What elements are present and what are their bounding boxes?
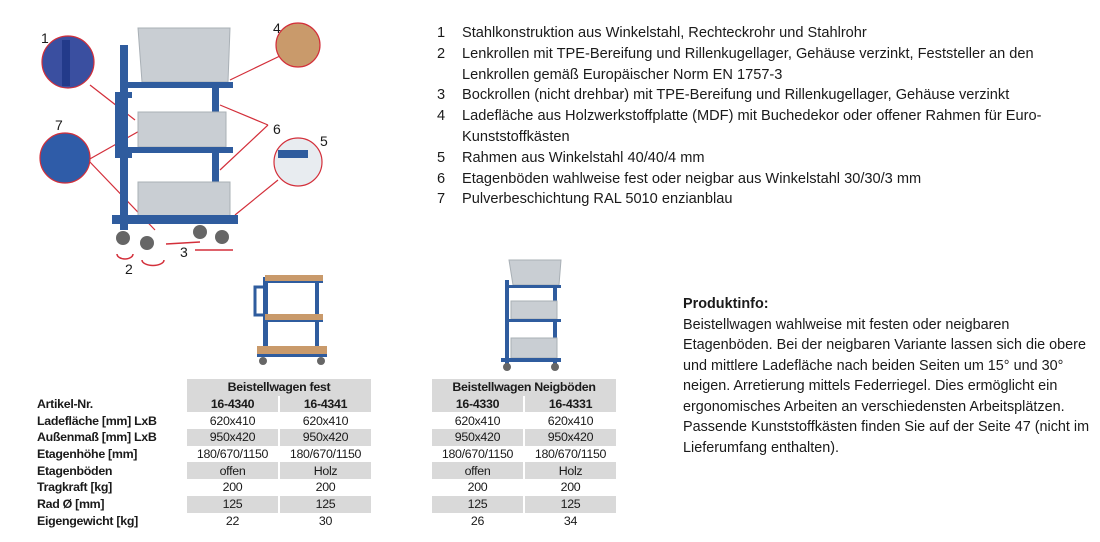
produktinfo-title: Produktinfo: — [683, 296, 769, 312]
table-cell: 30 — [318, 513, 333, 528]
feature-number: 2 — [437, 45, 446, 62]
feature-item — [437, 169, 1077, 190]
table-row — [37, 479, 371, 496]
table-row — [432, 479, 616, 496]
feature-number: 6 — [437, 170, 446, 187]
callout-5: 5 — [320, 133, 328, 149]
table-cell: 125 — [280, 496, 371, 513]
feature-text: Rahmen aus Winkelstahl 40/40/4 mm — [462, 149, 705, 166]
table-cell: Holz — [525, 462, 616, 479]
feature-text: Etagenböden wahlweise fest oder neigbar aus Winkelstahl 30/30/3 mm — [462, 170, 922, 187]
table-cell: 125 — [525, 496, 616, 513]
table-cell: 26 — [470, 513, 485, 528]
table-cell: 180/670/1150 — [196, 447, 269, 462]
cart-illustration — [20, 0, 340, 280]
row-label: Etagenhöhe [mm] — [37, 447, 138, 462]
table-cell: 180/670/1150 — [289, 447, 362, 462]
row-label: Tragkraft [kg] — [37, 480, 112, 495]
callout-2: 2 — [125, 261, 133, 277]
table-cell: 180/670/1150 — [534, 447, 607, 462]
table-cell: 950x420 — [280, 429, 371, 446]
table-cell: Holz — [280, 462, 371, 479]
produktinfo — [683, 294, 1098, 458]
feature-item — [437, 148, 1077, 169]
table-cell: offen — [187, 462, 278, 479]
feature-item — [437, 85, 1077, 106]
table-group-title: Beistellwagen fest — [187, 379, 371, 396]
table-row — [432, 513, 616, 530]
table-cell: 16-4331 — [525, 396, 616, 413]
feature-item — [437, 189, 1077, 210]
table-row — [37, 513, 371, 530]
table-cell: 200 — [560, 480, 581, 495]
feature-list — [437, 23, 1077, 210]
table-cell: 950x420 — [525, 429, 616, 446]
table-cell: 200 — [222, 480, 243, 495]
table-cell: 950x420 — [432, 429, 523, 446]
feature-text: Ladefläche aus Holzwerkstoffplatte (MDF) mit Buchedekor oder offener Rahmen für Euro-Kunststoffkästen — [462, 108, 1042, 145]
row-label: Außenmaß [mm] LxB — [37, 430, 157, 445]
table-cell: offen — [432, 462, 523, 479]
table-cell: 22 — [225, 513, 240, 528]
table-row — [432, 446, 616, 463]
callout-3: 3 — [180, 244, 188, 260]
feature-item — [437, 23, 1077, 44]
table-row — [37, 396, 371, 413]
feature-number: 5 — [437, 149, 446, 166]
feature-item — [437, 106, 1077, 148]
product-image-fest — [245, 272, 335, 367]
table-cell: 200 — [315, 480, 336, 495]
table-row — [432, 496, 616, 513]
table-row — [432, 412, 616, 429]
table-row — [37, 412, 371, 429]
spec-table-neigboeden — [430, 379, 618, 529]
feature-number: 7 — [437, 191, 446, 208]
spec-table-fest — [35, 379, 373, 529]
callout-1: 1 — [41, 30, 49, 46]
table-cell: 620x410 — [209, 413, 256, 428]
table-cell: 180/670/1150 — [441, 447, 514, 462]
feature-number: 1 — [437, 25, 446, 41]
table-row — [37, 429, 371, 446]
callout-7: 7 — [55, 117, 63, 133]
produktinfo-text: Beistellwagen wahlweise mit festen oder neigbaren Etagenböden. Bei der neigbaren Variante lassen sich die obere und mittlere Ladefläche nach beiden Seiten um 15° und 30° neigen. Arretierung mittels Federriegel. Dies ermöglicht ein ergonomisches Arbeiten an verschiedensten Arbeitsplätzen. Passende Kunststoffkästen finden Sie auf der Seite 47 (nicht im Lieferumfang enthalten). — [683, 316, 1090, 456]
table-cell: 620x410 — [454, 413, 501, 428]
table-group-title: Beistellwagen Neigböden — [432, 379, 616, 396]
table-row — [37, 496, 371, 513]
row-label: Rad Ø [mm] — [37, 497, 105, 512]
table-cell: 620x410 — [547, 413, 594, 428]
feature-item — [437, 44, 1077, 86]
feature-number: 3 — [437, 87, 446, 104]
table-cell: 950x420 — [187, 429, 278, 446]
product-image-neigboeden — [495, 255, 567, 373]
feature-text: Stahlkonstruktion aus Winkelstahl, Rechteckrohr und Stahlrohr — [462, 25, 867, 41]
feature-text: Lenkrollen mit TPE-Bereifung und Rillenkugellager, Gehäuse verzinkt, Feststeller an den Lenkrollen gemäß Europäischer Norm EN 1757-3 — [462, 45, 1034, 83]
table-row — [432, 429, 616, 446]
table-cell: 200 — [467, 480, 488, 495]
callout-6: 6 — [273, 121, 281, 137]
table-row — [432, 462, 616, 479]
table-row — [37, 462, 371, 479]
row-label: Artikel-Nr. — [37, 397, 93, 412]
table-cell: 16-4330 — [432, 396, 523, 413]
feature-text: Bockrollen (nicht drehbar) mit TPE-Bereifung und Rillenkugellager, Gehäuse verzinkt — [462, 87, 1010, 104]
feature-text: Pulverbeschichtung RAL 5010 enzianblau — [462, 191, 733, 208]
callout-4: 4 — [273, 20, 281, 36]
row-label: Eigengewicht [kg] — [37, 513, 138, 528]
table-cell: 16-4341 — [280, 396, 371, 413]
table-cell: 125 — [187, 496, 278, 513]
table-cell: 34 — [563, 513, 578, 528]
table-cell: 16-4340 — [187, 396, 278, 413]
feature-number: 4 — [437, 108, 446, 125]
table-row — [432, 396, 616, 413]
table-cell: 125 — [432, 496, 523, 513]
table-row — [37, 446, 371, 463]
table-cell: 620x410 — [302, 413, 349, 428]
row-label: Ladefläche [mm] LxB — [37, 413, 157, 428]
row-label: Etagenböden — [37, 463, 113, 478]
